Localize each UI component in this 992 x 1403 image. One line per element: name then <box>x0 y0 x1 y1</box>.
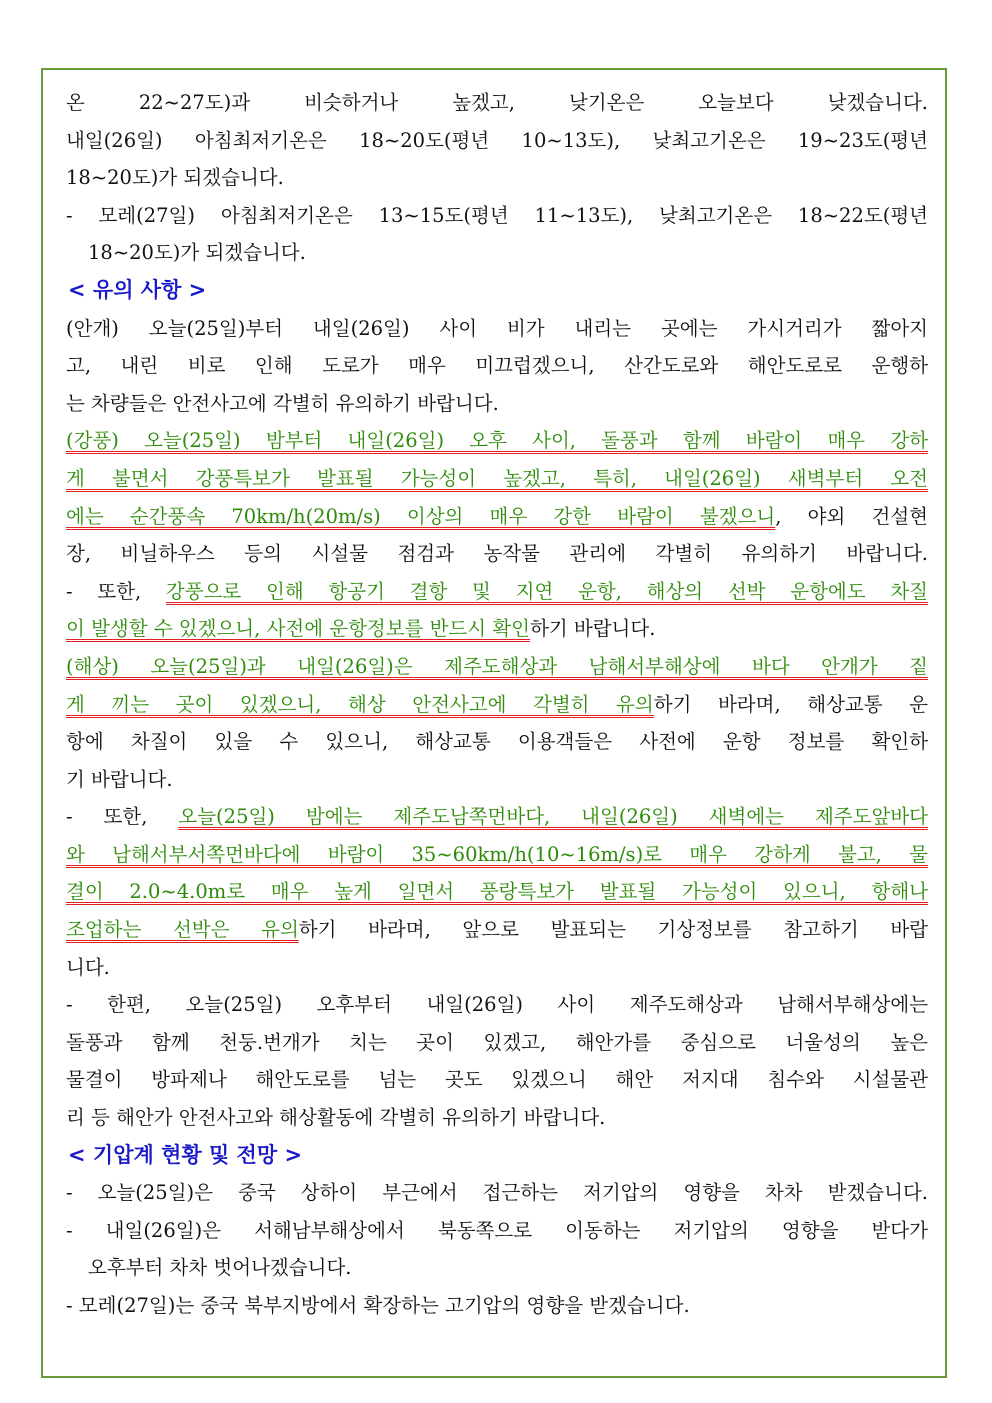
intro-line-5: 18~20도)가 되겠습니다. <box>88 241 306 265</box>
sea-line-5 <box>66 798 928 836</box>
sea-line-6 <box>66 836 928 874</box>
sea-line-1 <box>66 648 928 686</box>
intro-line-3: 18~20도)가 되겠습니다. <box>66 166 284 190</box>
caution-heading: < 유의 사항 > <box>68 277 207 302</box>
wind-line-1 <box>66 422 928 460</box>
wind-highlight-6: 이 발생할 수 있겠으니, 사전에 운항정보를 반드시 확인 <box>66 617 531 641</box>
sea-text-2: 하기 바라며, 해상교통 운 <box>653 692 928 716</box>
pressure-line-1: - 오늘(25일)은 중국 상하이 부근에서 접근하는 저기압의 영향을 차차 받겠습니다. <box>66 1181 928 1205</box>
pressure-heading: < 기압계 현황 및 전망 > <box>68 1142 303 1167</box>
sea-line-4: 기 바랍니다. <box>66 767 173 791</box>
fog-line-1: (안개) 오늘(25일)부터 내일(26일) 사이 비가 내리는 곳에는 가시거리가 짧아지 <box>66 316 928 340</box>
fog-line-3: 는 차량들은 안전사고에 각별히 유의하기 바랍니다. <box>66 391 499 415</box>
wind-prefix-5: - 또한, <box>66 579 166 603</box>
intro-line-1: 온 22~27도)과 비슷하거나 높겠고, 낮기온은 오늘보다 낮겠습니다. <box>66 91 928 114</box>
sea-highlight-5: 오늘(25일) 밤에는 제주도남쪽먼바다, 내일(26일) 새벽에는 제주도앞바다 <box>178 805 928 829</box>
sea-highlight-7: 결이 2.0~4.0m로 매우 높게 일면서 풍랑특보가 발표될 가능성이 있으니, 항해나 <box>66 880 928 904</box>
wind-line-2 <box>66 460 928 498</box>
forecast-document <box>66 84 928 1325</box>
sea-line-7 <box>66 873 928 911</box>
wind-text-6: 하기 바랍니다. <box>530 617 656 641</box>
meanwhile-line-1: - 한편, 오늘(25일) 오후부터 내일(26일) 사이 제주도해상과 남해서부해상에는 <box>66 993 928 1017</box>
meanwhile-line-2: 돌풍과 함께 천둥.번개가 치는 곳이 있겠고, 해안가를 중심으로 너울성의 높은 <box>66 1030 928 1054</box>
pressure-line-4: - 모레(27일)는 중국 북부지방에서 확장하는 고기압의 영향을 받겠습니다. <box>66 1294 690 1317</box>
sea-text-8: 하기 바라며, 앞으로 발표되는 기상정보를 참고하기 바랍 <box>298 918 928 942</box>
sea-line-3: 항에 차질이 있을 수 있으니, 해상교통 이용객들은 사전에 운항 정보를 확인하 <box>66 730 928 754</box>
wind-line-3 <box>66 498 928 536</box>
sea-highlight-1: (해상) 오늘(25일)과 내일(26일)은 제주도해상과 남해서부해상에 바다 안개가 짙 <box>66 654 928 678</box>
sea-highlight-2: 게 끼는 곳이 있겠으니, 해상 안전사고에 각별히 유의 <box>66 692 654 716</box>
sea-prefix-5: - 또한, <box>66 805 179 829</box>
wind-highlight-1: (강풍) 오늘(25일) 밤부터 내일(26일) 오후 사이, 돌풍과 함께 바람이 매우 강하 <box>66 429 928 453</box>
wind-line-5 <box>66 573 928 611</box>
sea-highlight-6: 와 남해서부서쪽먼바다에 바람이 35~60km/h(10~16m/s)로 매우 강하게 불고, 물 <box>66 842 928 866</box>
wind-highlight-2: 게 불면서 강풍특보가 발표될 가능성이 높겠고, 특히, 내일(26일) 새벽부터 오전 <box>66 466 928 490</box>
wind-highlight-5: 강풍으로 인해 항공기 결항 및 지연 운항, 해상의 선박 운항에도 차질 <box>165 579 928 603</box>
meanwhile-line-4: 리 등 해안가 안전사고와 해상활동에 각별히 유의하기 바랍니다. <box>66 1106 606 1130</box>
intro-line-2: 내일(26일) 아침최저기온은 18~20도(평년 10~13도), 낮최고기온은 19~23도(평년 <box>66 128 928 152</box>
pressure-line-3: 오후부터 차차 벗어나겠습니다. <box>88 1256 352 1280</box>
intro-line-4: - 모레(27일) 아침최저기온은 13~15도(평년 11~13도), 낮최고기온은 18~22도(평년 <box>66 203 928 227</box>
sea-line-2 <box>66 686 928 724</box>
meanwhile-line-3: 물결이 방파제나 해안도로를 넘는 곳도 있겠으니 해안 저지대 침수와 시설물관 <box>66 1068 928 1092</box>
sea-highlight-8: 조업하는 선박은 유의 <box>66 918 299 942</box>
wind-line-4: 장, 비닐하우스 등의 시설물 점검과 농작물 관리에 각별히 유의하기 바랍니다. <box>66 542 928 566</box>
wind-text-3: , 야외 건설현 <box>775 504 928 528</box>
wind-highlight-3: 에는 순간풍속 70km/h(20m/s) 이상의 매우 강한 바람이 불겠으니 <box>66 504 776 528</box>
wind-line-6 <box>66 610 928 648</box>
pressure-line-2: - 내일(26일)은 서해남부해상에서 북동쪽으로 이동하는 저기압의 영향을 받다가 <box>66 1218 928 1242</box>
fog-line-2: 고, 내린 비로 인해 도로가 매우 미끄럽겠으니, 산간도로와 해안도로로 운행하 <box>66 354 928 378</box>
sea-line-9: 니다. <box>66 955 110 979</box>
sea-line-8 <box>66 911 928 949</box>
